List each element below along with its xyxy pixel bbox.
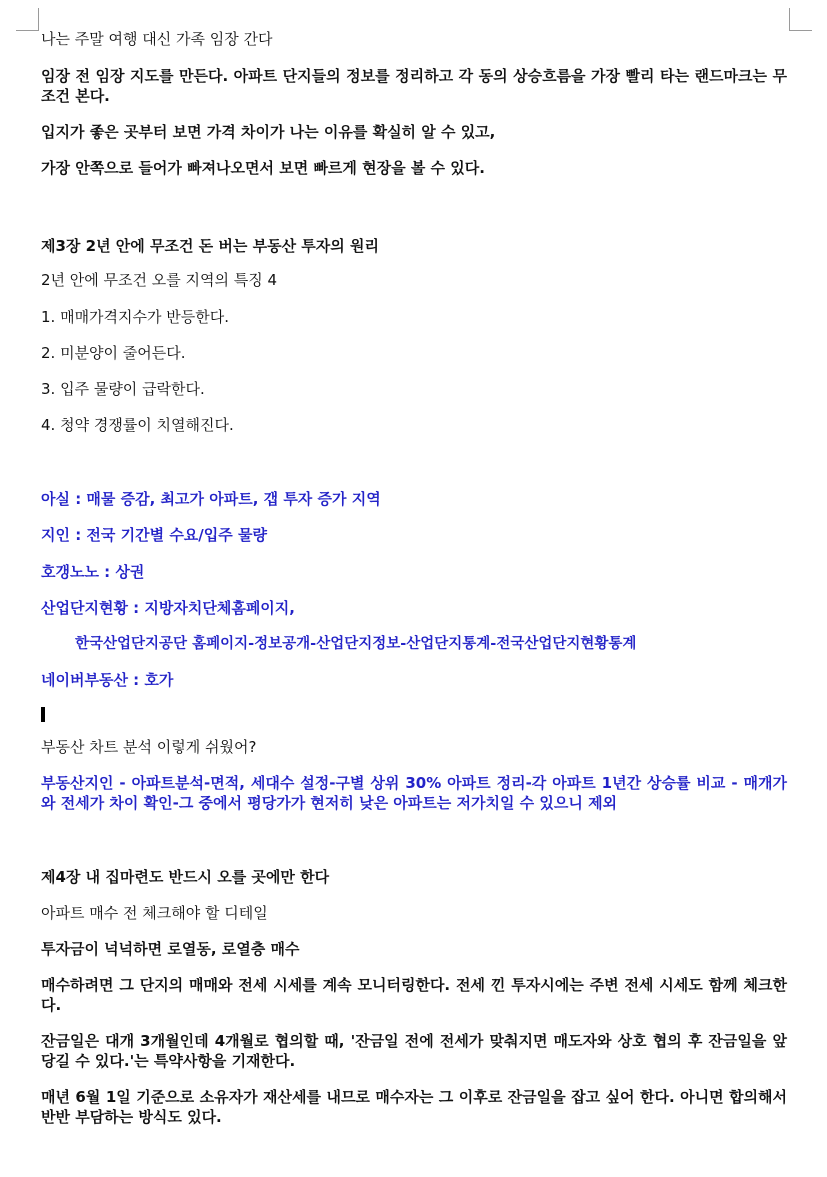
paragraph-monitor-price: 매수하려면 그 단지의 매매와 전세 시세를 계속 모니터링한다. 전세 낀 투자시에는 주변 전세 시세도 함께 체크한다. <box>41 976 787 1014</box>
chart-analysis-steps: 부동산지인 - 아파트분석-면적, 세대수 설정-구별 상위 30% 아파트 정리-각 아파트 1년간 상승률 비교 - 매개가와 전세가 차이 확인-그 중에서 평당가가 현저히 낮은 아파트는 저가치일 수 있으니 제외 <box>41 774 787 812</box>
chart-question: 부동산 차트 분석 이렇게 쉬웠어? <box>41 738 257 756</box>
list-item: 2. 미분양이 줄어든다. <box>41 344 186 362</box>
source-hogangnono: 호갱노노 : 상권 <box>41 563 145 581</box>
source-kicox-path: 한국산업단지공단 홈페이지-정보공개-산업단지정보-산업단지통계-전국산업단지현황통계 <box>75 636 637 652</box>
source-naver-realestate: 네이버부동산 : 호가 <box>41 671 174 689</box>
source-asil: 아실 : 매물 증감, 최고가 아파트, 갭 투자 증가 지역 <box>41 490 381 508</box>
list-item: 3. 입주 물량이 급락한다. <box>41 380 205 398</box>
source-industrial-complex: 산업단지현황 : 지방자치단체홈페이지, <box>41 599 295 617</box>
chapter-4-title: 제4장 내 집마련도 반드시 오를 곳에만 한다 <box>41 868 330 886</box>
paragraph-closing-date: 잔금일은 대개 3개월인데 4개월로 협의할 때, '잔금일 전에 전세가 맞춰지면 매도자와 상호 협의 후 잔금일을 앞당길 수 있다.'는 특약사항을 기재한다. <box>41 1032 787 1070</box>
chapter-3-title: 제3장 2년 안에 무조건 돈 버는 부동산 투자의 원리 <box>41 237 379 255</box>
page-corner-mark-top-left <box>16 8 39 31</box>
source-jiin: 지인 : 전국 기간별 수요/입주 물량 <box>41 526 267 544</box>
chapter-3-subtitle: 2년 안에 무조건 오를 지역의 특징 4 <box>41 271 278 289</box>
list-item: 4. 청약 경쟁률이 치열해진다. <box>41 416 234 434</box>
page-corner-mark-top-right <box>789 8 812 31</box>
paragraph-inside-out: 가장 안쪽으로 들어가 빠져나오면서 보면 빠르게 현장을 볼 수 있다. <box>41 159 485 177</box>
document-page[interactable] <box>41 26 787 1126</box>
paragraph-royal-unit: 투자금이 넉넉하면 로열동, 로열층 매수 <box>41 940 300 958</box>
paragraph-location-price: 입지가 좋은 곳부터 보면 가격 차이가 나는 이유를 확실히 알 수 있고, <box>41 123 496 141</box>
paragraph-property-tax: 매년 6월 1일 기준으로 소유자가 재산세를 내므로 매수자는 그 이후로 잔금일을 잡고 싶어 한다. 아니면 합의해서 반반 부담하는 방식도 있다. <box>41 1088 787 1126</box>
section-heading-weekend: 나는 주말 여행 대신 가족 임장 간다 <box>41 30 273 48</box>
list-item: 1. 매매가격지수가 반등한다. <box>41 308 230 326</box>
text-cursor <box>41 707 45 722</box>
paragraph-map-prep: 임장 전 임장 지도를 만든다. 아파트 단지들의 정보를 정리하고 각 동의 상승흐름을 가장 빨리 타는 랜드마크는 무조건 본다. <box>41 67 787 105</box>
chapter-4-subtitle: 아파트 매수 전 체크해야 할 디테일 <box>41 904 268 922</box>
